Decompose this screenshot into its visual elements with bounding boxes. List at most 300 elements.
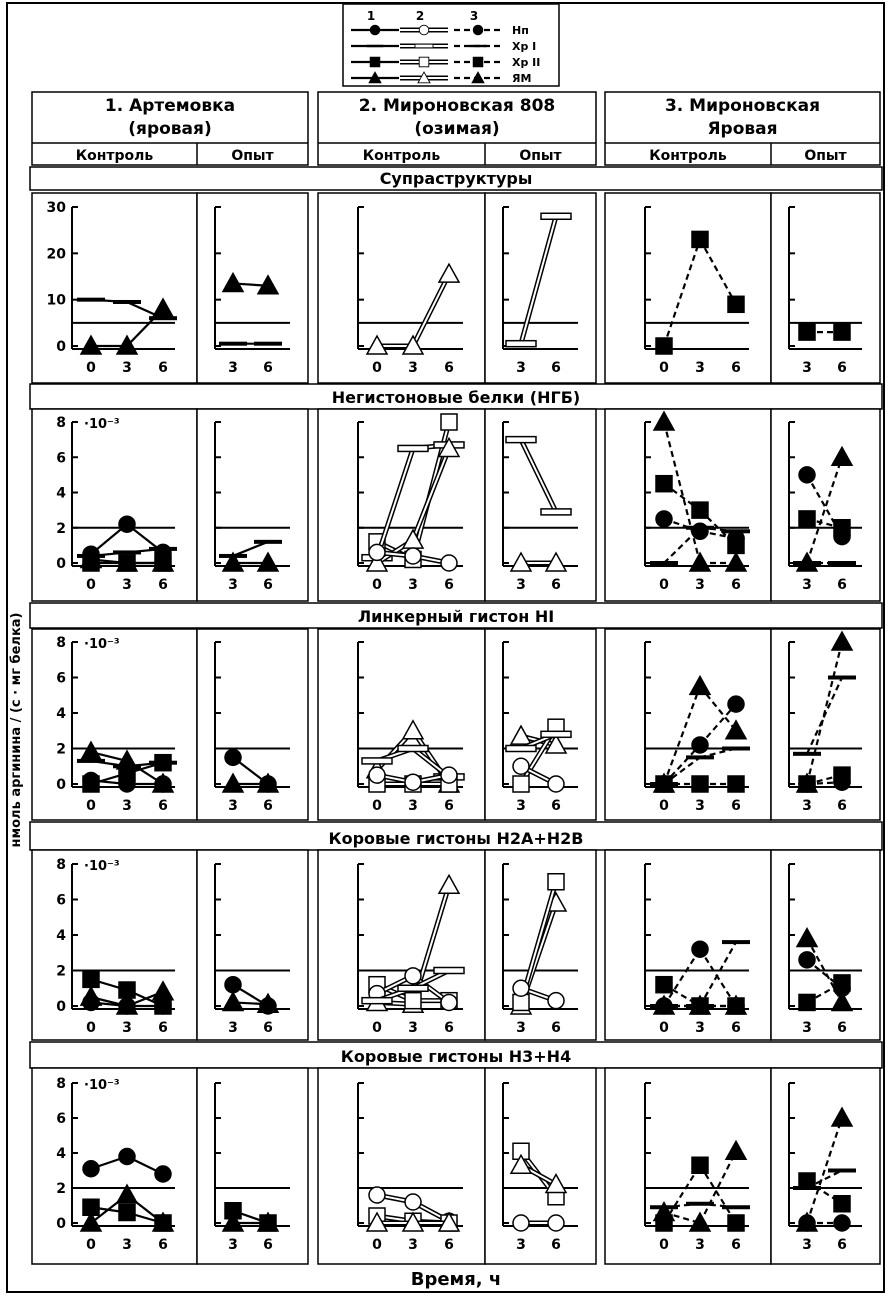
panel-1-experiment [197, 850, 308, 1040]
multiplier-label: ·10⁻³ [84, 637, 120, 652]
y-tick-label: 2 [56, 963, 66, 980]
marker-square [656, 476, 672, 492]
x-tick-label: 3 [695, 798, 705, 814]
marker-circle [799, 776, 815, 792]
marker-dash [541, 509, 571, 515]
x-tick-label: 3 [408, 577, 418, 593]
x-tick-label: 0 [372, 577, 382, 593]
marker-circle [513, 1215, 529, 1231]
x-tick-label: 6 [444, 1237, 454, 1253]
x-tick-label: 3 [122, 1237, 132, 1253]
x-tick-label: 3 [228, 577, 238, 593]
marker-dash [541, 731, 571, 737]
panel-3-control [605, 1068, 771, 1264]
legend-label: Нп [512, 24, 529, 37]
panel-3-control [605, 193, 771, 383]
x-tick-label: 0 [659, 577, 669, 593]
x-tick-label: 6 [731, 798, 741, 814]
panel-1-control [32, 850, 197, 1040]
x-tick-label: 6 [837, 360, 847, 376]
y-tick-label: 0 [56, 777, 66, 793]
y-tick-label: 8 [56, 635, 66, 651]
panel-frame [318, 629, 485, 820]
panel-frame [197, 409, 308, 601]
x-tick-label: 6 [263, 577, 273, 593]
x-tick-label: 6 [158, 1020, 168, 1036]
legend-label: ЯМ [512, 72, 532, 85]
x-tick-label: 6 [263, 1237, 273, 1253]
x-axis-title: Время, ч [410, 1269, 502, 1290]
marker-circle [370, 25, 380, 35]
marker-circle [799, 467, 815, 483]
marker-circle [83, 1161, 99, 1177]
x-tick-label: 3 [122, 577, 132, 593]
panel-1-control [32, 629, 197, 820]
marker-dash [254, 342, 282, 346]
x-tick-label: 6 [551, 360, 561, 376]
x-tick-label: 6 [444, 1020, 454, 1036]
panel-2-control [318, 193, 485, 383]
x-tick-label: 3 [695, 577, 705, 593]
marker-dash [828, 1169, 856, 1173]
marker-square [405, 993, 421, 1009]
x-tick-label: 6 [444, 798, 454, 814]
marker-square [799, 511, 815, 527]
fraction-strip [30, 603, 882, 628]
panel-frame [771, 1068, 880, 1264]
marker-circle [155, 1166, 171, 1182]
x-tick-label: 3 [802, 798, 812, 814]
marker-dash [254, 540, 282, 544]
panel-frame [605, 193, 771, 383]
marker-circle [405, 1194, 421, 1210]
marker-square [548, 874, 564, 890]
marker-dash [650, 561, 678, 565]
marker-square [119, 1205, 135, 1221]
panel-frame [318, 850, 485, 1040]
experiment-label: Опыт [519, 148, 562, 164]
marker-square [834, 520, 850, 536]
panel-frame [32, 409, 197, 601]
marker-circle [225, 977, 241, 993]
x-tick-label: 3 [228, 798, 238, 814]
marker-dash [541, 213, 571, 219]
panel-3-experiment [771, 1068, 880, 1264]
x-tick-label: 3 [695, 1237, 705, 1253]
marker-circle [473, 25, 483, 35]
marker-circle [692, 941, 708, 957]
marker-circle [548, 776, 564, 792]
marker-dash [828, 676, 856, 680]
x-tick-label: 6 [837, 577, 847, 593]
y-tick-label: 2 [56, 741, 66, 758]
marker-dash [362, 998, 392, 1004]
panel-3-experiment [771, 850, 880, 1040]
marker-square [473, 57, 483, 67]
cultivar-title-line: 2. Мироновская 808 [358, 96, 556, 116]
marker-square [155, 755, 171, 771]
marker-circle [155, 998, 171, 1014]
marker-dash [362, 758, 392, 764]
marker-circle [656, 511, 672, 527]
y-tick-label: 0 [56, 1216, 66, 1232]
panel-frame [318, 1068, 485, 1264]
x-tick-label: 6 [158, 1237, 168, 1253]
x-tick-label: 6 [263, 798, 273, 814]
panel-2-experiment [485, 193, 596, 383]
cultivar-header-2 [318, 92, 596, 165]
panel-frame [771, 193, 880, 383]
fraction-title: Коровые гистоны H2A+H2B [328, 829, 584, 848]
marker-square [513, 776, 529, 792]
x-tick-label: 3 [122, 1020, 132, 1036]
marker-dash [686, 526, 714, 530]
marker-circle [692, 737, 708, 753]
x-tick-label: 6 [158, 798, 168, 814]
panel-3-control [605, 629, 771, 820]
marker-dash [398, 445, 428, 451]
marker-dash [367, 45, 384, 47]
panel-1-experiment [197, 409, 308, 601]
marker-square [441, 414, 457, 430]
panel-1-control [32, 193, 197, 383]
marker-square [834, 1196, 850, 1212]
marker-square [656, 977, 672, 993]
y-tick-label: 4 [56, 706, 66, 722]
x-tick-label: 3 [802, 577, 812, 593]
cultivar-title-line: (озимая) [414, 119, 500, 139]
marker-circle [369, 767, 385, 783]
y-tick-label: 2 [56, 1181, 66, 1197]
marker-square [692, 776, 708, 792]
marker-circle [513, 980, 529, 996]
marker-dash [722, 940, 750, 944]
marker-square [656, 776, 672, 792]
x-tick-label: 3 [122, 798, 132, 814]
marker-square [834, 975, 850, 991]
x-tick-label: 3 [802, 1020, 812, 1036]
marker-circle [83, 994, 99, 1010]
marker-dash [650, 1205, 678, 1209]
control-label: Контроль [649, 148, 727, 164]
y-tick-label: 8 [56, 857, 66, 873]
marker-square [419, 57, 429, 67]
x-tick-label: 3 [802, 1237, 812, 1253]
panel-1-control [32, 1068, 197, 1264]
fraction-title: Линкерный гистон HI [357, 607, 555, 626]
x-tick-label: 6 [731, 360, 741, 376]
marker-dash [219, 342, 247, 346]
series [656, 776, 744, 792]
x-tick-label: 6 [263, 360, 273, 376]
panel-frame [32, 1068, 197, 1264]
marker-square [728, 1215, 744, 1231]
marker-square [799, 994, 815, 1010]
marker-circle [119, 1149, 135, 1165]
marker-circle [405, 774, 421, 790]
marker-circle [441, 555, 457, 571]
x-tick-label: 3 [516, 1020, 526, 1036]
experiment-label: Опыт [804, 148, 847, 164]
x-tick-label: 0 [659, 360, 669, 376]
x-tick-label: 6 [551, 798, 561, 814]
y-tick-label: 6 [56, 670, 66, 687]
y-tick-label: 0 [56, 339, 66, 355]
fraction-strip [30, 167, 882, 190]
x-tick-label: 3 [122, 360, 132, 376]
marker-circle [369, 544, 385, 560]
x-tick-label: 6 [444, 360, 454, 376]
x-tick-label: 6 [731, 1237, 741, 1253]
marker-dash [77, 759, 105, 763]
marker-circle [834, 1215, 850, 1231]
x-tick-label: 6 [837, 1237, 847, 1253]
panel-frame [197, 1068, 308, 1264]
marker-circle [441, 767, 457, 783]
x-tick-label: 0 [659, 1237, 669, 1253]
x-tick-label: 0 [86, 1237, 96, 1253]
marker-dash [398, 985, 428, 991]
x-tick-label: 0 [659, 1020, 669, 1036]
multiplier-label: ·10⁻³ [84, 859, 120, 874]
marker-dash [722, 747, 750, 751]
marker-dash [686, 1202, 714, 1206]
x-tick-label: 3 [408, 1020, 418, 1036]
x-tick-label: 6 [551, 1237, 561, 1253]
marker-circle [692, 523, 708, 539]
marker-circle [369, 1187, 385, 1203]
cultivar-header-3 [605, 92, 880, 165]
panel-frame [485, 1068, 596, 1264]
marker-circle [419, 25, 429, 35]
legend-column-header: 2 [415, 9, 425, 23]
marker-square [692, 231, 708, 247]
legend-label: Хр II [512, 56, 541, 69]
marker-circle [799, 952, 815, 968]
x-tick-label: 6 [158, 577, 168, 593]
x-tick-label: 3 [408, 1237, 418, 1253]
marker-square [83, 971, 99, 987]
marker-dash [506, 341, 536, 347]
marker-dash [77, 298, 105, 302]
marker-square [656, 1215, 672, 1231]
cultivar-title-line: 1. Артемовка [104, 96, 236, 116]
y-tick-label: 2 [56, 520, 66, 537]
x-tick-label: 6 [158, 360, 168, 376]
y-tick-label: 6 [56, 450, 66, 467]
marker-dash [434, 968, 464, 974]
marker-dash [793, 561, 821, 565]
marker-circle [155, 776, 171, 792]
marker-circle [405, 548, 421, 564]
marker-dash [113, 300, 141, 304]
x-tick-label: 3 [516, 798, 526, 814]
fraction-title: Коровые гистоны H3+H4 [340, 1047, 572, 1066]
panel-3-control [605, 409, 771, 601]
x-tick-label: 6 [837, 798, 847, 814]
y-tick-label: 6 [56, 892, 66, 909]
panel-3-experiment [771, 193, 880, 383]
marker-square [692, 1157, 708, 1173]
marker-square [728, 776, 744, 792]
panel-frame [771, 629, 880, 820]
legend-label: Хр I [512, 40, 537, 53]
panel-1-control [32, 409, 197, 601]
marker-dash [793, 1186, 821, 1190]
y-tick-label: 4 [56, 928, 66, 944]
x-tick-label: 0 [86, 798, 96, 814]
marker-dash [398, 746, 428, 752]
panel-frame [605, 1068, 771, 1264]
y-tick-label: 10 [46, 292, 66, 309]
marker-dash [415, 44, 433, 48]
experiment-label: Опыт [231, 148, 274, 164]
panel-frame [605, 629, 771, 820]
y-tick-label: 6 [56, 1111, 66, 1127]
y-tick-label: 0 [56, 556, 66, 572]
fraction-title: Супраструктуры [379, 169, 533, 188]
x-tick-label: 3 [516, 1237, 526, 1253]
panel-2-control [318, 409, 485, 601]
marker-dash [722, 1205, 750, 1209]
x-tick-label: 3 [516, 577, 526, 593]
panel-2-control [318, 850, 485, 1040]
marker-dash [828, 561, 856, 565]
marker-circle [728, 696, 744, 712]
panel-frame [485, 629, 596, 820]
x-tick-label: 6 [551, 1020, 561, 1036]
marker-circle [119, 998, 135, 1014]
marker-circle [799, 1215, 815, 1231]
panel-frame [318, 409, 485, 601]
panel-frame [197, 193, 308, 383]
panel-2-experiment [485, 850, 596, 1040]
marker-dash [506, 437, 536, 443]
panel-1-experiment [197, 629, 308, 820]
x-tick-label: 3 [695, 1020, 705, 1036]
marker-dash [149, 547, 177, 551]
cultivar-title-line: (яровая) [128, 119, 212, 139]
marker-dash [470, 45, 487, 47]
panel-frame [197, 850, 308, 1040]
control-label: Контроль [362, 148, 441, 164]
marker-square [728, 296, 744, 312]
cultivar-title-line: Яровая [707, 119, 778, 139]
panel-frame [771, 850, 880, 1040]
x-tick-label: 0 [372, 360, 382, 376]
cultivar-title-line: 3. Мироновская [664, 96, 821, 116]
x-tick-label: 6 [837, 1020, 847, 1036]
legend [343, 4, 559, 86]
fraction-strip [30, 384, 882, 409]
marker-square [692, 502, 708, 518]
panel-frame [485, 193, 596, 383]
fraction-title: Негистоновые белки (НГБ) [331, 388, 581, 407]
x-tick-label: 3 [408, 798, 418, 814]
x-tick-label: 3 [695, 360, 705, 376]
marker-dash [793, 752, 821, 756]
y-axis-title: нмоль аргинина / (с · мг белка) [9, 612, 24, 848]
panel-3-experiment [771, 629, 880, 820]
panel-1-experiment [197, 193, 308, 383]
legend-column-header: 3 [469, 9, 479, 23]
y-tick-label: 30 [46, 200, 66, 216]
marker-square [834, 324, 850, 340]
y-tick-label: 4 [56, 485, 66, 502]
marker-circle [83, 772, 99, 788]
panel-3-experiment [771, 409, 880, 601]
panel-2-experiment [485, 409, 596, 601]
control-label: Контроль [75, 148, 154, 164]
x-tick-label: 3 [228, 360, 238, 376]
marker-circle [119, 776, 135, 792]
x-tick-label: 3 [802, 360, 812, 376]
marker-square [370, 57, 380, 67]
marker-circle [405, 968, 421, 984]
x-tick-label: 3 [516, 360, 526, 376]
x-tick-label: 0 [372, 1237, 382, 1253]
y-tick-label: 0 [56, 999, 66, 1015]
x-tick-label: 0 [86, 577, 96, 593]
x-tick-label: 3 [228, 1020, 238, 1036]
y-tick-label: 8 [56, 1076, 66, 1092]
x-tick-label: 0 [86, 360, 96, 376]
panel-1-experiment [197, 1068, 308, 1264]
x-tick-label: 6 [263, 1020, 273, 1036]
marker-square [799, 324, 815, 340]
fraction-strip [30, 822, 882, 850]
x-tick-label: 6 [731, 577, 741, 593]
marker-circle [513, 758, 529, 774]
x-tick-label: 0 [659, 798, 669, 814]
panel-frame [605, 850, 771, 1040]
panel-frame [485, 409, 596, 601]
panel-3-control [605, 850, 771, 1040]
x-tick-label: 6 [731, 1020, 741, 1036]
marker-dash [506, 746, 536, 752]
marker-circle [119, 516, 135, 532]
y-tick-label: 8 [56, 415, 66, 431]
marker-square [656, 338, 672, 354]
panel-frame [197, 629, 308, 820]
x-tick-label: 3 [228, 1237, 238, 1253]
x-tick-label: 6 [551, 577, 561, 593]
marker-circle [548, 993, 564, 1009]
marker-dash [149, 316, 177, 320]
legend-column-header: 1 [366, 9, 376, 23]
marker-dash [722, 529, 750, 533]
panel-2-control [318, 1068, 485, 1264]
cultivar-header-1 [32, 92, 308, 165]
fraction-strip [30, 1042, 882, 1068]
y-tick-label: 4 [56, 1146, 66, 1162]
x-tick-label: 3 [408, 360, 418, 376]
marker-circle [834, 774, 850, 790]
x-tick-label: 0 [86, 1020, 96, 1036]
panel-2-control [318, 629, 485, 820]
marker-dash [686, 755, 714, 759]
panel-2-experiment [485, 1068, 596, 1264]
marker-circle [225, 749, 241, 765]
marker-circle [548, 1215, 564, 1231]
x-tick-label: 0 [372, 798, 382, 814]
panel-2-experiment [485, 629, 596, 820]
marker-circle [441, 994, 457, 1010]
x-tick-label: 6 [444, 577, 454, 593]
x-tick-label: 0 [372, 1020, 382, 1036]
multiplier-label: ·10⁻³ [84, 417, 120, 432]
y-tick-label: 20 [46, 246, 66, 263]
